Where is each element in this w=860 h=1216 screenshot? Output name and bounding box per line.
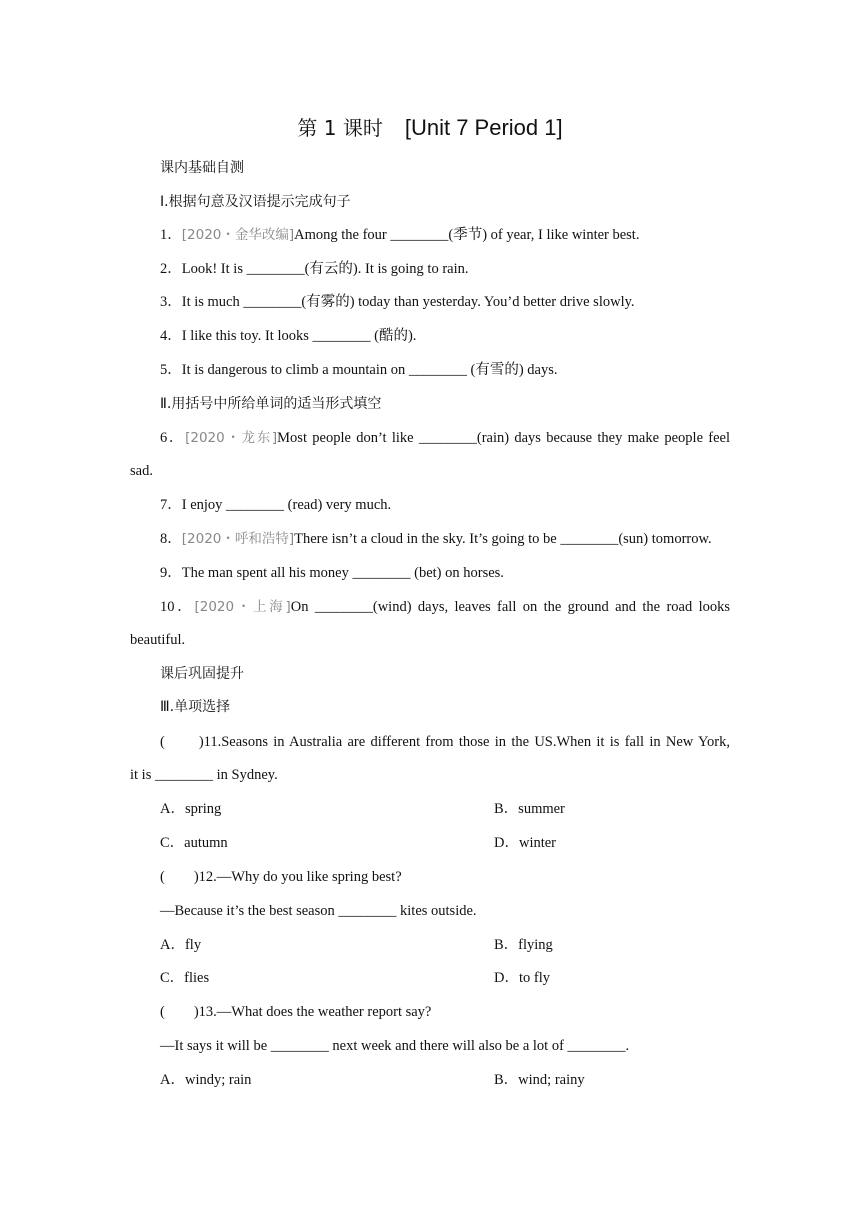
q13-option-b: B．wind; rainy — [494, 1072, 585, 1088]
q6-continuation: sad. — [130, 463, 153, 479]
q12-option-d: D．to fly — [494, 970, 550, 986]
q10-number: 10． — [160, 599, 195, 615]
q6-source: [2020・龙东] — [185, 430, 278, 446]
title-unit: [Unit 7 Period 1] — [404, 115, 563, 140]
q3-number: 3． — [160, 294, 182, 310]
q12-option-a: A．fly — [160, 937, 202, 953]
q7-text: I enjoy ________ (read) very much. — [181, 497, 392, 513]
section-3-heading: Ⅲ.单项选择 — [160, 699, 231, 715]
q9-number: 9． — [160, 565, 182, 581]
question-12: ( )12.—Why do you like spring best? — [160, 869, 402, 885]
q11-option-b: B．summer — [494, 801, 565, 817]
q2-number: 2． — [160, 261, 182, 277]
q1-number: 1． — [160, 227, 182, 243]
q13-option-a: A．windy; rain — [160, 1072, 252, 1088]
question-7 — [160, 495, 732, 515]
q3-text: It is much ________(有雾的) today than yesterday. You’d better drive slowly. — [181, 294, 635, 310]
q10-source: [2020・上海] — [194, 599, 291, 615]
q8-number: 8． — [160, 531, 182, 547]
question-2 — [160, 259, 732, 279]
section-1-heading: Ⅰ.根据句意及汉语提示完成句子 — [160, 194, 351, 210]
q7-number: 7． — [160, 497, 182, 513]
q1-source: [2020・金华改编] — [181, 227, 295, 243]
q2-text: Look! It is ________(有云的). It is going to rain. — [181, 261, 469, 277]
q4-text: I like this toy. It looks ________ (酷的). — [181, 328, 417, 344]
question-3 — [160, 292, 732, 312]
q11-continuation: it is ________ in Sydney. — [130, 767, 278, 783]
q8-text: There isn’t a cloud in the sky. It’s going to be ________(sun) tomorrow. — [294, 531, 712, 547]
q4-number: 4． — [160, 328, 182, 344]
question-5 — [160, 360, 732, 380]
q9-text: The man spent all his money ________ (bet) on horses. — [181, 565, 504, 581]
q5-number: 5． — [160, 362, 182, 378]
q6-number: 6． — [160, 430, 186, 446]
q11-option-a: A．spring — [160, 801, 222, 817]
q13-continuation: —It says it will be ________ next week and there will also be a lot of ________. — [160, 1038, 630, 1054]
q8-source: [2020・呼和浩特] — [181, 531, 295, 547]
page-title — [0, 114, 860, 142]
q1-text: Among the four ________(季节) of year, I like winter best. — [294, 227, 640, 243]
q5-text: It is dangerous to climb a mountain on ________ (有雪的) days. — [181, 362, 558, 378]
q10-continuation: beautiful. — [130, 632, 186, 648]
question-10 — [160, 597, 730, 617]
q11-option-c: C．autumn — [160, 835, 228, 851]
question-6 — [160, 428, 730, 448]
section-2-heading: Ⅱ.用括号中所给单词的适当形式填空 — [160, 396, 382, 412]
question-13: ( )13.—What does the weather report say? — [160, 1004, 432, 1020]
heading-in-class: 课内基础自测 — [160, 160, 244, 176]
title-lesson: 第 1 课时 — [297, 116, 383, 140]
question-9 — [160, 563, 732, 583]
q10-text: On ________(wind) days, leaves fall on the ground and the road looks — [290, 599, 731, 615]
q6-text: Most people don’t like ________(rain) days because they make people feel — [277, 430, 731, 446]
heading-after-class: 课后巩固提升 — [160, 666, 244, 682]
question-8 — [160, 529, 732, 549]
q12-option-c: C．flies — [160, 970, 210, 986]
q12-continuation: —Because it’s the best season ________ kites outside. — [160, 903, 477, 919]
question-11: ( )11.Seasons in Australia are different from those in the US.When it is fall in New York, — [160, 734, 730, 750]
question-1 — [160, 225, 732, 245]
q12-option-b: B．flying — [494, 937, 553, 953]
question-4 — [160, 326, 732, 346]
q11-option-d: D．winter — [494, 835, 557, 851]
